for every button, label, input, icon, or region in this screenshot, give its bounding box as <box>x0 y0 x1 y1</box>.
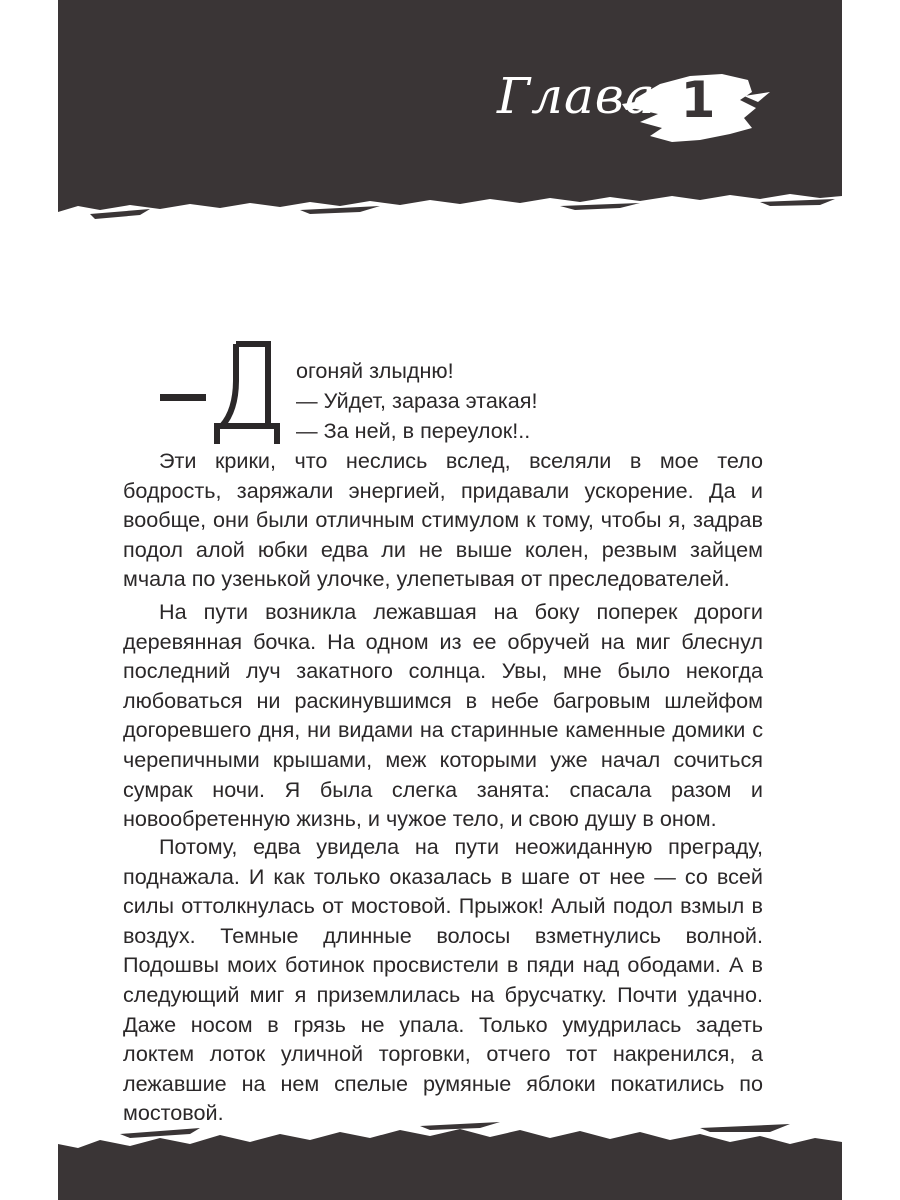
body-paragraph: Эти крики, что неслись вслед, вселяли в мое тело бодрость, заряжали энергией, придавали ускорение. Да и вообще, они были отличным стимулом к тому, чтобы я, задрав подол алой юбки едва ли не выше колен, резвым зайцем мчала по узенькой улочке, улепетывая от преследователей. <box>123 448 763 592</box>
body-paragraph: Потому, едва увидела на пути неожиданную преграду, поднажала. И как только оказалась в шаге от нее — со всей силы оттолкнулась от мостовой. Прыжок! Алый подол взмыл в воздух. Темные длинные волосы взметнулись волной. Подошвы моих ботинок просвистели в пяди над ободами. А в следующий миг я приземлилась на брусчатку. Почти удачно. Даже носом в грязь не упала. Только умудрилась задеть локтем лоток уличной торговки, отчего тот накренился, а лежавшие на нем спелые румяные яблоки покатились по мостовой. <box>123 834 763 1126</box>
dropcap-letter <box>206 340 288 450</box>
chapter-header-band <box>0 0 900 240</box>
page-footer-band <box>0 1120 900 1200</box>
dropcap-dash <box>160 394 206 401</box>
dialogue-line: — За ней, в переулок!.. <box>296 418 531 443</box>
dialogue-line: огоняй злыдню! <box>296 358 454 383</box>
chapter-heading-word: Глава <box>497 67 656 125</box>
dialogue-line: — Уйдет, зараза этакая! <box>296 388 538 413</box>
chapter-number: 1 <box>680 71 716 129</box>
footer-brush-stroke <box>58 1129 842 1200</box>
body-paragraph: На пути возникла лежавшая на боку поперек дороги деревянная бочка. На одном из ее обручей на миг блеснул последний луч закатного солнца. Увы, мне было некогда любоваться ни раскинувшимся в небе багровым шлейфом догоревшего дня, ни видами на старинные каменные домики с черепичными крышами, меж которыми уже начал сочиться сумрак ночи. Я была слегка занята: спасала разом и новообретенную жизнь, и чужое тело, и свою душу в оном. <box>123 599 763 832</box>
